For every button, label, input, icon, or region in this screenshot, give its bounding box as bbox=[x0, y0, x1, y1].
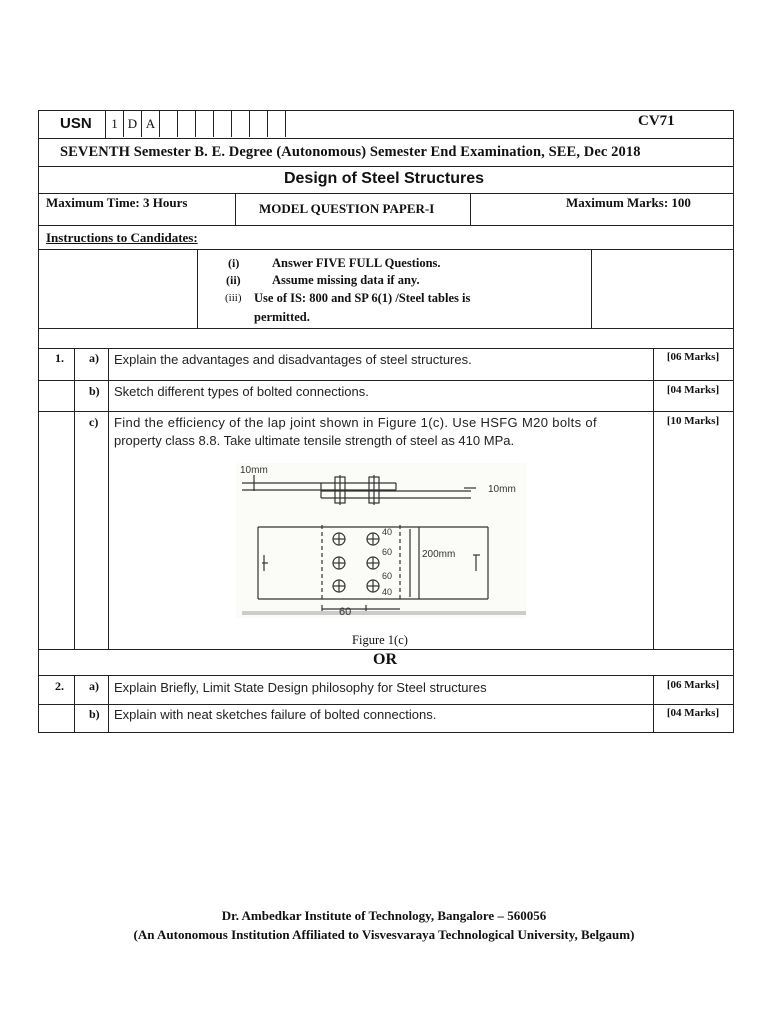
marks-badge: [06 Marks] bbox=[666, 351, 720, 363]
figure-dim-label: 60 bbox=[339, 606, 352, 618]
max-time: Maximum Time: 3 Hours bbox=[46, 195, 188, 210]
exam-line: SEVENTH Semester B. E. Degree (Autonomous) Semester End Examination, SEE, Dec 2018 bbox=[60, 144, 641, 160]
usn-label: USN bbox=[60, 115, 92, 132]
instruction-text: permitted. bbox=[254, 310, 310, 324]
page-title: Design of Steel Structures bbox=[283, 170, 485, 187]
usn-char-box[interactable]: A bbox=[142, 111, 160, 137]
sub-question-label: b) bbox=[89, 707, 100, 721]
figure-dim-label: 10mm bbox=[240, 465, 268, 476]
instruction-text: Assume missing data if any. bbox=[272, 273, 420, 287]
usn-char-box[interactable] bbox=[268, 111, 286, 137]
instructions-heading: Instructions to Candidates: bbox=[46, 230, 198, 245]
question-text: Explain with neat sketches failure of bolted connections. bbox=[114, 707, 437, 722]
footer-institution: Dr. Ambedkar Institute of Technology, Bangalore – 560056 bbox=[221, 908, 547, 923]
or-separator: OR bbox=[373, 651, 397, 668]
figure-dim-label: 60 bbox=[382, 547, 393, 557]
usn-char-box[interactable] bbox=[178, 111, 196, 137]
marks-badge: [10 Marks] bbox=[666, 415, 720, 427]
instruction-num: (i) bbox=[228, 256, 240, 270]
usn-char-box[interactable] bbox=[196, 111, 214, 137]
usn-char-box[interactable]: 1 bbox=[106, 111, 124, 137]
marks-badge: [06 Marks] bbox=[666, 679, 720, 691]
marks-badge: [04 Marks] bbox=[666, 707, 720, 719]
usn-char-box[interactable] bbox=[250, 111, 268, 137]
instruction-num: (iii) bbox=[225, 292, 242, 304]
question-text: Find the efficiency of the lap joint shown in Figure 1(c). Use HSFG M20 bolts of bbox=[114, 415, 597, 430]
figure-dim-label: 60 bbox=[382, 571, 393, 581]
figure-dim-label: 10mm bbox=[488, 484, 516, 495]
course-code: CV71 bbox=[638, 113, 675, 129]
footer-affiliation: (An Autonomous Institution Affiliated to Visvesvaraya Technological University, Belgaum) bbox=[133, 927, 635, 942]
question-text: Explain Briefly, Limit State Design philosophy for Steel structures bbox=[114, 680, 487, 695]
usn-char-box[interactable] bbox=[232, 111, 250, 137]
figure-dim-label: 40 bbox=[382, 527, 393, 537]
usn-char-box[interactable] bbox=[214, 111, 232, 137]
question-text: Explain the advantages and disadvantages of steel structures. bbox=[114, 352, 472, 367]
sub-question-label: b) bbox=[89, 384, 100, 398]
figure-caption: Figure 1(c) bbox=[352, 633, 408, 647]
figure-dim-label: 200mm bbox=[422, 549, 456, 560]
instruction-text: Use of IS: 800 and SP 6(1) /Steel tables is bbox=[254, 291, 471, 305]
question-number: 1. bbox=[55, 351, 64, 365]
question-text: Sketch different types of bolted connections. bbox=[114, 384, 369, 399]
figure-dim-label: 40 bbox=[382, 587, 393, 597]
sub-question-label: a) bbox=[89, 679, 99, 693]
lap-joint-figure bbox=[236, 463, 526, 618]
sub-question-label: c) bbox=[89, 415, 99, 429]
paper-type: MODEL QUESTION PAPER-I bbox=[259, 201, 435, 216]
instruction-text: Answer FIVE FULL Questions. bbox=[272, 256, 441, 270]
usn-char-box[interactable] bbox=[160, 111, 178, 137]
question-text: property class 8.8. Take ultimate tensile strength of steel as 410 MPa. bbox=[114, 433, 515, 448]
instruction-num: (ii) bbox=[226, 273, 241, 287]
sub-question-label: a) bbox=[89, 351, 99, 365]
usn-char-box[interactable]: D bbox=[124, 111, 142, 137]
max-marks: Maximum Marks: 100 bbox=[566, 195, 691, 210]
marks-badge: [04 Marks] bbox=[666, 384, 720, 396]
question-number: 2. bbox=[55, 679, 64, 693]
